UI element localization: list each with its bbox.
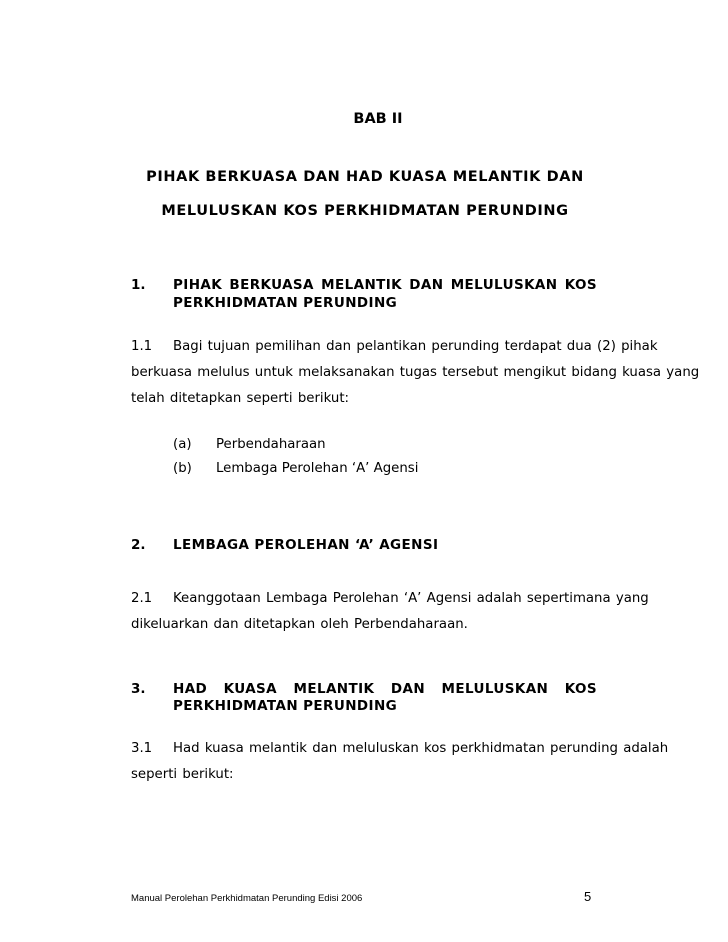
paragraph-3-1-line-1 <box>131 741 669 756</box>
footer-text: Manual Perolehan Perkhidmatan Perunding Edisi 2006 <box>131 893 363 904</box>
section-1-heading-line-1: PIHAK BERKUASA MELANTIK DAN MELULUSKAN KOS <box>173 277 597 293</box>
paragraph-1-1-text-1: Bagi tujuan pemilihan dan pelantikan perunding terdapat dua (2) pihak <box>173 339 658 354</box>
chapter-label: BAB II <box>353 111 403 127</box>
paragraph-2-1-line-1 <box>131 591 649 606</box>
list-item-b-text: Lembaga Perolehan ‘A’ Agensi <box>216 461 419 476</box>
section-2-heading: LEMBAGA PEROLEHAN ‘A’ AGENSI <box>173 537 439 553</box>
paragraph-3-1-line-2: seperti berikut: <box>131 767 234 782</box>
paragraph-2-1-text-1: Keanggotaan Lembaga Perolehan ‘A’ Agensi adalah sepertimana yang <box>173 591 649 606</box>
section-1-heading-line-2: PERKHIDMATAN PERUNDING <box>173 295 398 311</box>
section-3-number: 3. <box>131 681 146 697</box>
paragraph-1-1-line-2: berkuasa melulus untuk melaksanakan tugas tersebut mengikut bidang kuasa yang <box>131 365 700 380</box>
paragraph-1-1-line-3: telah ditetapkan seperti berikut: <box>131 391 350 406</box>
list-item-b-label: (b) <box>173 461 192 476</box>
paragraph-3-1-text-1: Had kuasa melantik dan meluluskan kos perkhidmatan perunding adalah <box>173 741 669 756</box>
list-item-a-text: Perbendaharaan <box>216 437 326 452</box>
page-number: 5 <box>584 889 592 904</box>
title-line-2: MELULUSKAN KOS PERKHIDMATAN PERUNDING <box>161 203 569 219</box>
section-1-number: 1. <box>131 277 146 293</box>
section-3-heading-line-2: PERKHIDMATAN PERUNDING <box>173 698 398 714</box>
paragraph-3-1-number: 3.1 <box>131 741 153 756</box>
title-line-1: PIHAK BERKUASA DAN HAD KUASA MELANTIK DAN <box>146 169 584 185</box>
paragraph-1-1-number: 1.1 <box>131 339 153 354</box>
chapter-heading <box>0 111 728 127</box>
paragraph-2-1-line-2: dikeluarkan dan ditetapkan oleh Perbendaharaan. <box>131 617 468 632</box>
section-2-number: 2. <box>131 537 146 553</box>
section-3-heading-line-1: HAD KUASA MELANTIK DAN MELULUSKAN KOS <box>173 681 597 697</box>
paragraph-2-1-number: 2.1 <box>131 591 153 606</box>
paragraph-1-1-line-1 <box>131 339 658 354</box>
list-item-a-label: (a) <box>173 437 192 452</box>
